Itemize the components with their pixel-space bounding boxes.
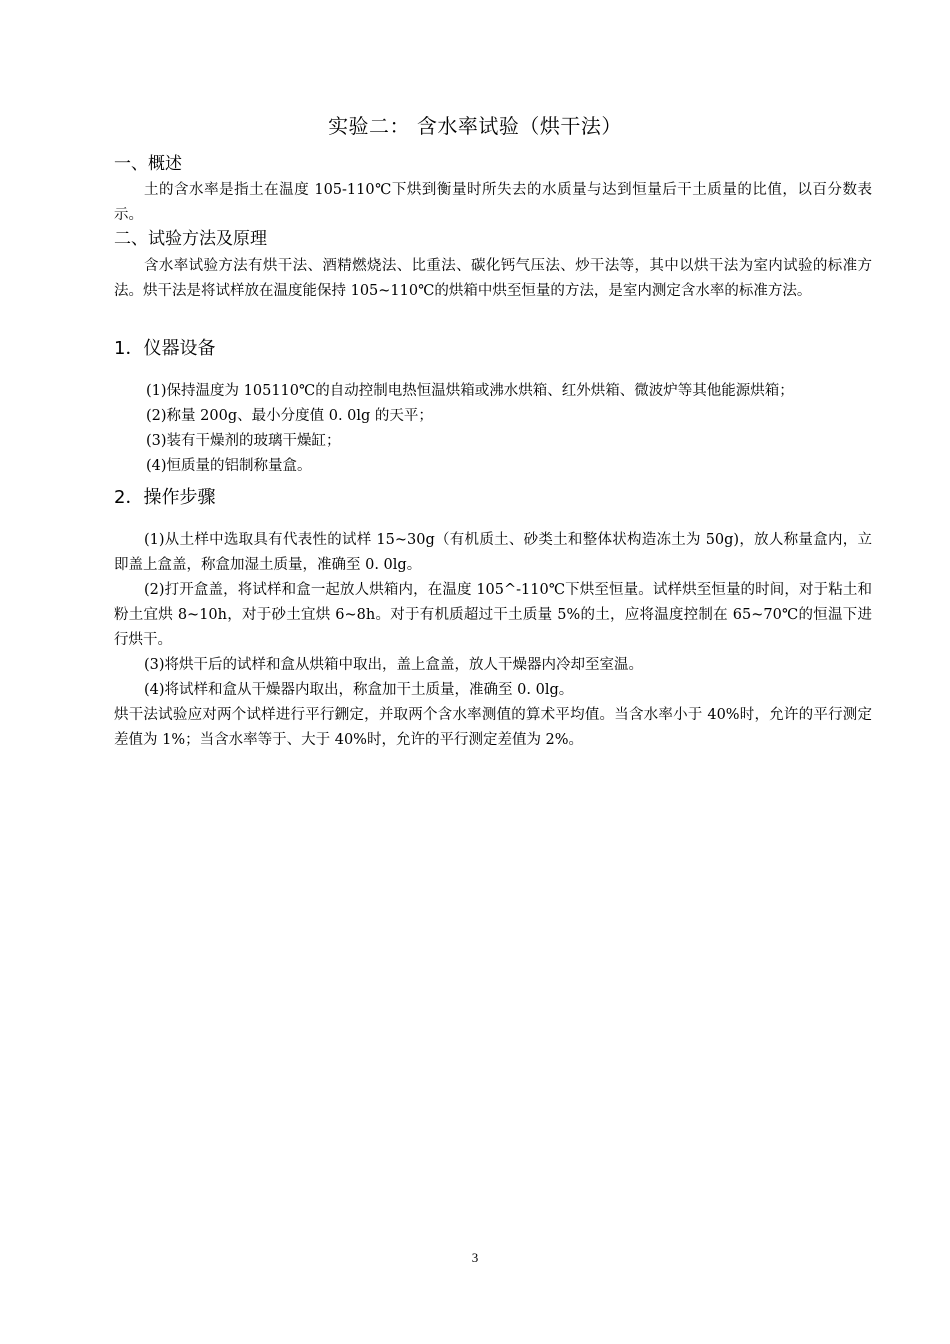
closing-paragraph: 烘干法试验应对两个试样进行平行鉶定，并取两个含水率测值的算术平均值。当含水率小于 40%时，允许的平行测定差值为 1%；当含水率等于、大于 40%时，允许的平行测定差值为 2%。 xyxy=(114,707,872,748)
procedure-step: (1)从土样中选取具有代表性的试样 15~30g（有机质土、砂类土和整体状构造冻土为 50g)，放人称量盒内，立即盖上盒盖，称盒加湿土质量，准确至 0. 0lg。 xyxy=(114,532,872,573)
method-paragraph: 含水率试验方法有烘干法、酒精燃烧法、比重法、碳化钙气压法、炒干法等，其中以烘干法为室内试验的标准方法。烘干法是将试样放在温度能保持 105~110℃的烘箱中烘至恒量的方法，是室内测定含水率的标准方法。 xyxy=(114,258,872,299)
equipment-item: (4)恒质量的铝制称量盒。 xyxy=(146,458,312,474)
overview-paragraph: 土的含水率是指土在温度 105-110℃下烘到衡量时所失去的水质量与达到恒量后干土质量的比值，以百分数表示。 xyxy=(114,182,872,223)
procedure-step: (4)将试样和盒从干燥器内取出，称盒加干土质量，准确至 0. 0lg。 xyxy=(144,682,574,698)
equipment-item: (3)装有干燥剂的玻璃干燥缸； xyxy=(146,433,341,449)
subsection-heading-equipment: 1．仪器设备 xyxy=(114,338,216,359)
subsection-heading-procedure: 2．操作步骤 xyxy=(114,487,216,508)
section-heading-method: 二、试验方法及原理 xyxy=(114,229,267,249)
equipment-item: (1)保持温度为 105110℃的自动控制电热恒温烘箱或沸水烘箱、红外烘箱、微波炉等其他能源烘箱； xyxy=(146,383,794,399)
equipment-item: (2)称量 200g、最小分度值 0. 0lg 的天平； xyxy=(146,408,433,424)
page-number: 3 xyxy=(471,1250,479,1265)
section-heading-overview: 一、概述 xyxy=(114,154,182,174)
procedure-step: (2)打开盒盖，将试样和盒一起放人烘箱内，在温度 105^-110℃下烘至恒量。试样烘至恒量的时间，对于粘土和粉土宜烘 8~10h，对于砂土宜烘 6~8h。对于有机质超过干土质量 5%的土，应将温度控制在 65~70℃的恒温下进行烘干。 xyxy=(114,582,872,648)
procedure-step: (3)将烘干后的试样和盒从烘箱中取出，盖上盒盖，放人干燥器内冷却至室温。 xyxy=(144,657,644,673)
document-title: 实验二： 含水率试验（烘干法） xyxy=(328,114,622,138)
